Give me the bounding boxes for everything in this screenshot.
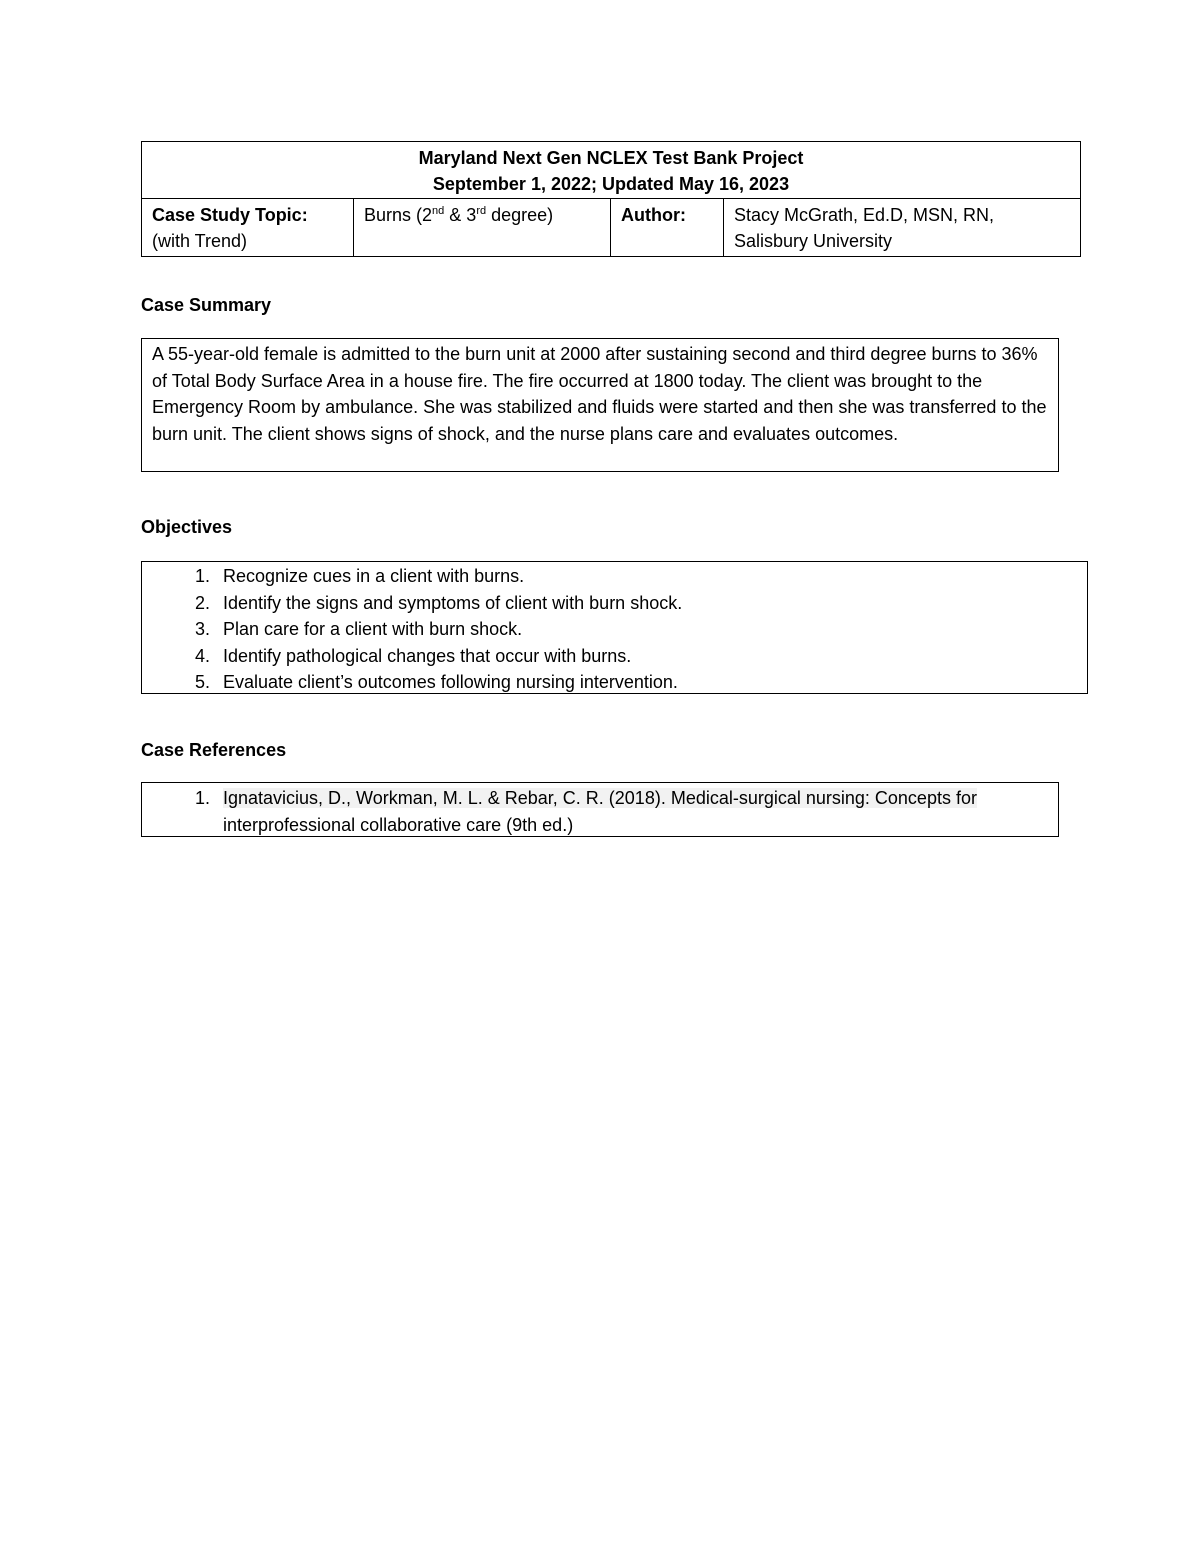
header-table: [141, 141, 1081, 257]
objective-number: 3.: [194, 619, 210, 639]
objective-text: Identify the signs and symptoms of client with burn shock.: [223, 592, 683, 613]
objective-item: [142, 590, 1077, 617]
author-label: Author:: [621, 205, 686, 225]
objective-item: [142, 563, 1077, 590]
topic-label-cell: [142, 199, 354, 257]
objective-item: [142, 643, 1077, 670]
topic-sublabel: (with Trend): [152, 231, 248, 251]
topic-value-pre: Burns (2: [364, 205, 433, 225]
objective-item: [142, 616, 1077, 643]
topic-value-post: degree): [486, 205, 554, 225]
objective-number: 5.: [194, 672, 210, 692]
objective-text: Evaluate client’s outcomes following nursing intervention.: [223, 672, 678, 692]
objective-item: [142, 669, 1077, 696]
case-summary-box: [141, 338, 1059, 472]
author-value-cell: [724, 199, 1081, 257]
header-title-cell: [142, 142, 1081, 199]
topic-value-sup1: nd: [432, 205, 445, 217]
reference-text-line2: interprofessional collaborative care (9th ed.): [223, 814, 574, 835]
objective-number: 4.: [194, 645, 210, 666]
objective-text: Plan care for a client with burn shock.: [223, 619, 523, 639]
author-label-cell: [611, 199, 724, 257]
case-references-heading: Case References: [141, 740, 287, 760]
author-affiliation: Salisbury University: [734, 231, 893, 251]
topic-value-sup2: rd: [476, 205, 487, 217]
reference-text-line1: Ignatavicius, D., Workman, M. L. & Rebar, C. R. (2018). Medical-surgical nursing: Concepts for: [223, 788, 977, 808]
topic-value-cell: [354, 199, 611, 257]
objectives-heading: Objectives: [141, 517, 233, 537]
reference-item: [142, 785, 1048, 838]
project-title: Maryland Next Gen NCLEX Test Bank Project: [418, 148, 804, 168]
topic-label: Case Study Topic:: [152, 205, 308, 225]
objective-text: Identify pathological changes that occur with burns.: [223, 645, 632, 666]
topic-value-mid: & 3: [444, 205, 477, 225]
case-references-box: [141, 782, 1059, 837]
objective-number: 1.: [194, 566, 210, 586]
objective-text: Recognize cues in a client with burns.: [223, 566, 525, 586]
objectives-box: [141, 561, 1088, 694]
case-summary-text: A 55-year-old female is admitted to the burn unit at 2000 after sustaining second and third degree burns to 36% of Total Body Surface Area in a house fire. The fire occurred at 1800 today. The client was brought to the Emergency Room by ambulance. She was stabilized and fluids were started and then she was transferred to the burn unit. The client shows signs of shock, and the nurse plans care and evaluates outcomes.: [152, 344, 1047, 444]
objectives-list: [142, 563, 1077, 696]
reference-number: 1.: [194, 788, 210, 808]
project-date: September 1, 2022; Updated May 16, 2023: [432, 174, 790, 194]
author-name: Stacy McGrath, Ed.D, MSN, RN,: [734, 205, 995, 225]
objective-number: 2.: [194, 592, 210, 613]
case-summary-heading: Case Summary: [141, 295, 272, 315]
references-list: [142, 785, 1048, 838]
